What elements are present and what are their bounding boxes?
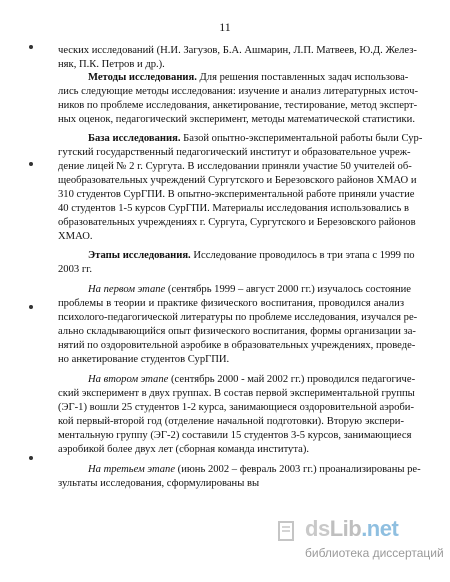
text-line	[58, 189, 415, 201]
text-line	[58, 416, 404, 428]
text-segment: (сентябрь 1999 – август 2000 гг.) изучалось состояние	[165, 284, 411, 295]
watermark	[305, 516, 445, 576]
text-line	[58, 354, 404, 366]
text-line	[58, 217, 416, 229]
text-line	[58, 402, 414, 414]
text-line	[58, 45, 417, 57]
section-heading: Методы исследования.	[88, 72, 197, 83]
text-segment: дение лицей № 2 г. Сургута. В исследовании приняли участие 50 учителей об-	[58, 161, 412, 172]
text-line	[58, 59, 404, 71]
text-line	[58, 203, 409, 215]
text-line	[58, 86, 418, 98]
text-segment: но анкетирование студентов СурГПИ.	[58, 354, 230, 365]
margin-dot	[29, 305, 33, 309]
text-segment: проблемы в теории и практике физического воспитания, проводился анализ	[58, 298, 404, 309]
text-segment: 310 студентов СурГПИ. В опытно-экспериментальной работе приняли участие	[58, 189, 415, 200]
text-line	[88, 464, 421, 476]
text-segment: щеобразовательных учреждений Сургутского и Березовского районов ХМАО и	[58, 175, 417, 186]
text-segment: Исследование проводилось в три этапа с 1999 по	[190, 250, 415, 261]
text-segment: ческих исследований (Н.И. Загузов, Б.А. Ашмарин, Л.П. Матвеев, Ю.Д. Желез-	[58, 45, 417, 56]
section-heading: Этапы исследования.	[88, 250, 191, 261]
text-segment: зультаты исследования, сформулированы вы	[58, 478, 260, 489]
text-line	[88, 374, 416, 386]
text-line	[58, 326, 416, 338]
text-segment: ХМАО.	[58, 231, 93, 242]
text-line	[58, 478, 404, 490]
text-segment: ментальную группу (ЭГ-2) составили 15 студентов 3-5 курсов, занимающиеся	[58, 430, 412, 441]
book-icon	[277, 520, 297, 542]
text-segment: (ЭГ-1) вошли 25 студентов 1-2 курса, занимающиеся оздоровительной аэроби-	[58, 402, 414, 413]
text-line	[58, 264, 404, 276]
text-line	[58, 231, 404, 243]
text-line	[58, 161, 412, 173]
stage-label: На втором этапе	[88, 374, 169, 385]
text-line	[88, 284, 411, 296]
text-segment: образовательных учреждениях г. Сургута, Сургутского и Березовского районов	[58, 217, 416, 228]
watermark-subtitle: библиотека диссертаций	[305, 546, 444, 560]
margin-dot	[29, 456, 33, 460]
text-line	[58, 114, 415, 126]
text-line	[88, 133, 423, 145]
text-segment: ных оценок, педагогический эксперимент, методы математической статистики.	[58, 114, 415, 125]
text-line	[58, 147, 411, 159]
text-segment: психолого-педагогической литературы по проблеме исследования, изучался ре-	[58, 312, 418, 323]
text-segment: 2003 гг.	[58, 264, 92, 275]
watermark-logo: dsLib.net	[305, 516, 399, 541]
text-line	[58, 100, 418, 112]
margin-dot	[29, 162, 33, 166]
text-segment: нятий по оздоровительной аэробике в образовательных учреждениях, проведе-	[58, 340, 416, 351]
text-segment: лись следующие методы исследования: изучение и анализ литературных источ-	[58, 86, 418, 97]
page-number: 11	[219, 20, 231, 34]
text-line	[88, 72, 409, 84]
text-segment: Базой опытно-экспериментальной работы были Сур-	[180, 133, 423, 144]
text-segment: ников по проблеме исследования, анкетирование, тестирование, метод эксперт-	[58, 100, 418, 111]
text-line	[58, 175, 417, 187]
text-segment: ский эксперимент в двух группах. В состав первой экспериментальной группы	[58, 388, 415, 399]
text-segment: (сентябрь 2000 - май 2002 гг.) проводился педагогиче-	[168, 374, 416, 385]
text-segment: гутский государственный педагогический институт и образовательное учреж-	[58, 147, 411, 158]
text-line	[58, 430, 412, 442]
text-segment: кой первый-второй год (отделение начальной подготовки). Вторую экспери-	[58, 416, 404, 427]
margin-dot	[29, 45, 33, 49]
text-line	[58, 444, 404, 456]
text-segment: 40 студентов 1-5 курсов СурГПИ. Материалы исследования использовались в	[58, 203, 409, 214]
stage-label: На третьем этапе	[88, 464, 176, 475]
text-segment: няк, П.К. Петров и др.).	[58, 59, 165, 70]
text-segment: (июнь 2002 – февраль 2003 гг.) проанализированы ре-	[175, 464, 421, 475]
stage-label: На первом этапе	[88, 284, 166, 295]
text-segment: аэробикой более двух лет (сборная команда института).	[58, 444, 309, 455]
section-heading: База исследования.	[88, 133, 181, 144]
text-line	[88, 250, 415, 262]
text-segment: Для решения поставленных задач использова-	[196, 72, 409, 83]
text-line	[58, 298, 404, 310]
text-line	[58, 340, 416, 352]
text-segment: ально складывающийся опыт физического воспитания, формы организации за-	[58, 326, 416, 337]
text-line	[58, 388, 415, 400]
text-line	[58, 312, 418, 324]
